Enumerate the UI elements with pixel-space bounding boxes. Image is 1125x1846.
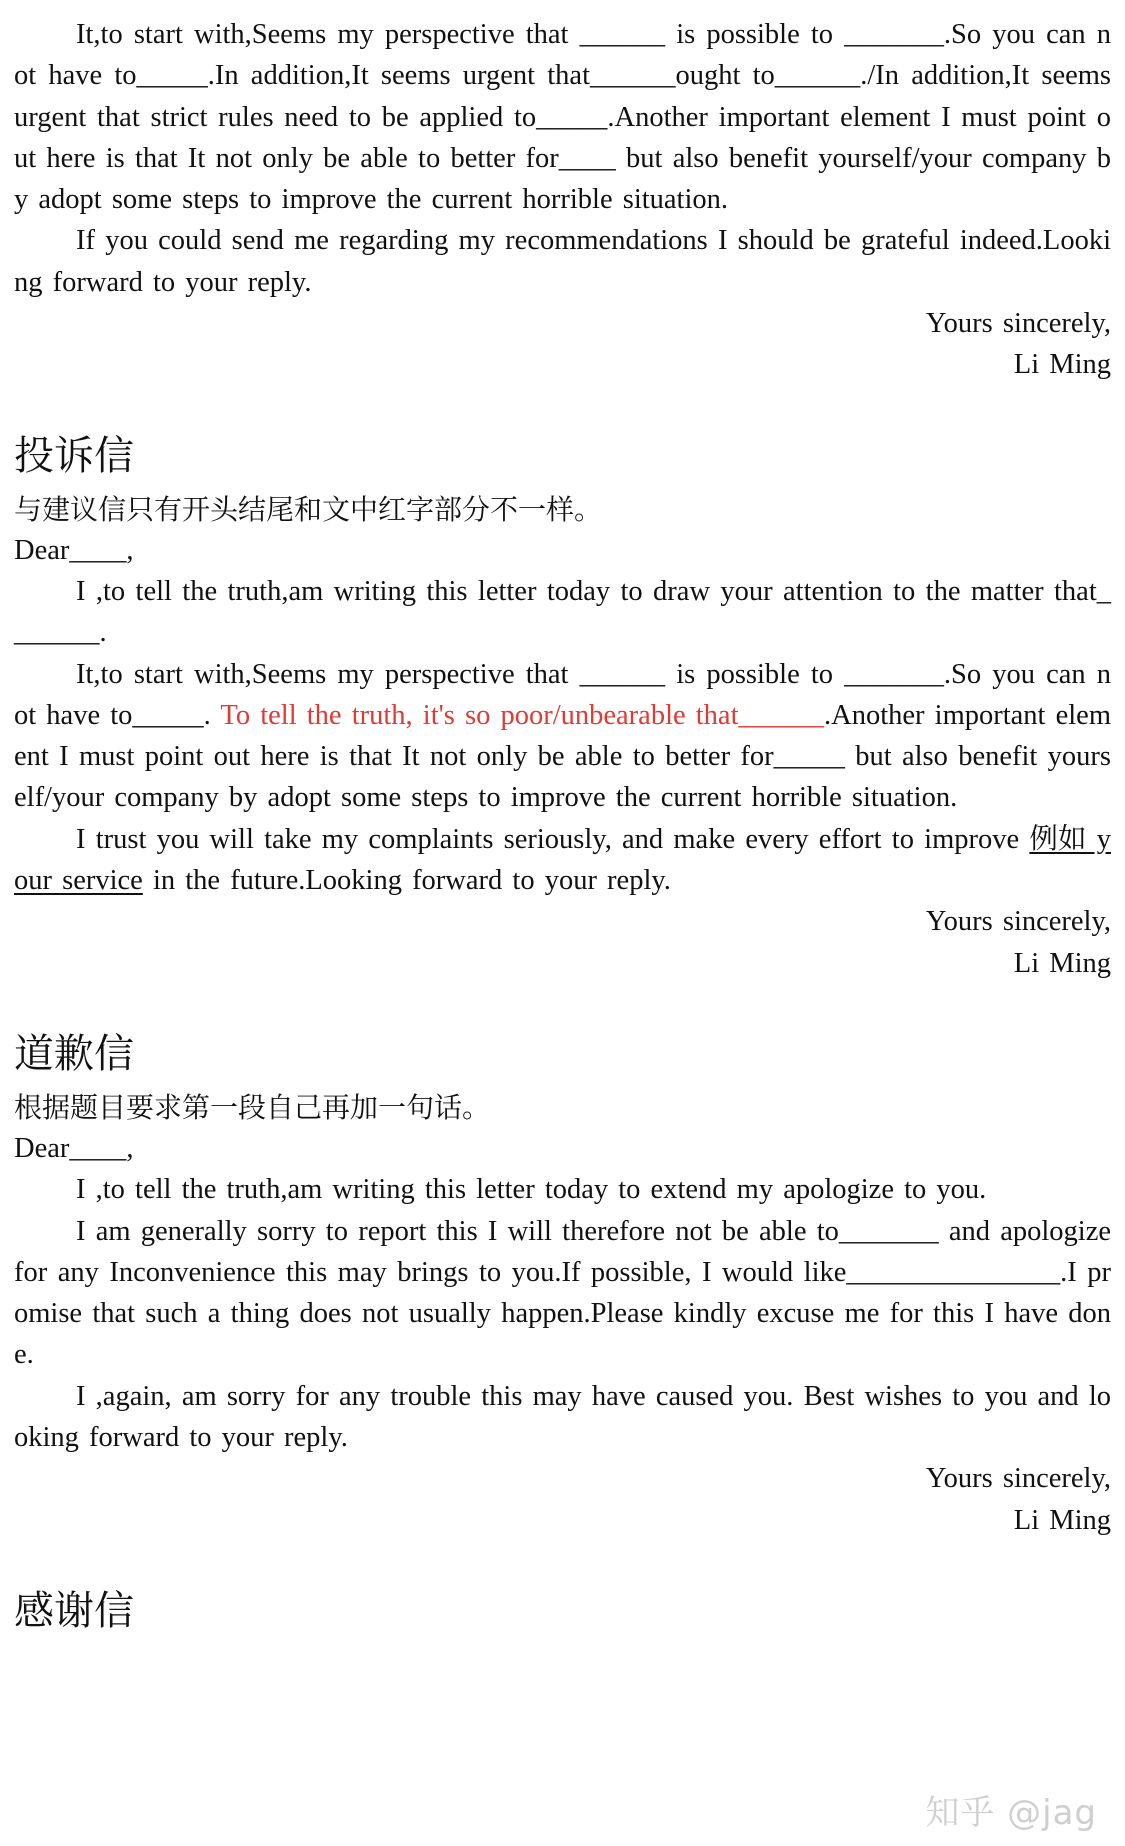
paragraph-text: It,to start with,Seems my perspective that ______ is possible to _______.So you can not have to_____. bbox=[14, 658, 1111, 731]
red-highlight-text: To tell the truth, it's so poor/unbearable that______ bbox=[220, 699, 825, 731]
apology-closing: Yours sincerely, bbox=[925, 1463, 1111, 1495]
thanks-heading: 感谢信 bbox=[14, 1587, 134, 1634]
paragraph-text: I trust you will take my complaints seriously, and make every effort to improve bbox=[76, 823, 1030, 855]
watermark: 知乎 @jag bbox=[925, 1793, 1097, 1833]
complaint-greeting: Dear____, bbox=[14, 534, 134, 566]
complaint-paragraph-2 bbox=[14, 654, 1111, 819]
apology-heading: 道歉信 bbox=[14, 1030, 134, 1077]
complaint-note: 与建议信只有开头结尾和文中红字部分不一样。 bbox=[14, 492, 603, 526]
spacer bbox=[14, 482, 1111, 490]
suggestion-paragraph-body bbox=[14, 14, 1111, 220]
complaint-paragraph-3 bbox=[14, 819, 1111, 902]
spacer bbox=[14, 1080, 1111, 1088]
apology-note: 根据题目要求第一段自己再加一句话。 bbox=[14, 1090, 491, 1124]
paragraph-text: It,to start with,Seems my perspective that ______ is possible to _______.So you can not have to_____.In addition,It seems urgent that______ought to______./In addition,It seems urgent that strict rules need to be applied to_____.Another important element I must point out here is that It not only be able to better for____ but also benefit yourself/your company by adopt some steps to improve the current horrible situation. bbox=[14, 19, 1111, 216]
paragraph-text: .Another important element I must point out here is that It not only be able to better for_____ but also benefit yourself/your company by adopt some steps to improve the current horrible situation. bbox=[14, 699, 1112, 814]
complaint-signature: Li Ming bbox=[1013, 947, 1111, 979]
underlined-text: 例如 your service bbox=[14, 823, 1111, 897]
suggestion-signature: Li Ming bbox=[1013, 349, 1111, 381]
complaint-closing: Yours sincerely, bbox=[925, 906, 1111, 938]
apology-signature: Li Ming bbox=[1013, 1504, 1111, 1536]
paragraph-text: in the future.Looking forward to your reply. bbox=[142, 865, 671, 897]
apology-paragraph-2: I am generally sorry to report this I will therefore not be able to_______ and apologize for any Inconvenience this may brings to you.If possible, I would like_______________.I promise that such a thing does not usually happen.Please kindly excuse me for this I have done. bbox=[14, 1215, 1111, 1371]
suggestion-paragraph-closing: If you could send me regarding my recommendations I should be grateful indeed.Looking forward to your reply. bbox=[14, 225, 1111, 298]
spacer bbox=[14, 386, 1111, 430]
suggestion-closing: Yours sincerely, bbox=[925, 308, 1111, 340]
complaint-heading: 投诉信 bbox=[14, 432, 134, 479]
apology-paragraph-1: I ,to tell the truth,am writing this letter today to extend my apologize to you. bbox=[76, 1174, 987, 1206]
spacer bbox=[14, 984, 1111, 1028]
apology-greeting: Dear____, bbox=[14, 1132, 134, 1164]
complaint-paragraph-1: I ,to tell the truth,am writing this letter today to draw your attention to the matter that_______. bbox=[14, 575, 1111, 649]
apology-paragraph-3: I ,again, am sorry for any trouble this may have caused you. Best wishes to you and looking forward to your reply. bbox=[14, 1380, 1111, 1454]
spacer bbox=[14, 1541, 1111, 1585]
document-page bbox=[14, 14, 1111, 1637]
